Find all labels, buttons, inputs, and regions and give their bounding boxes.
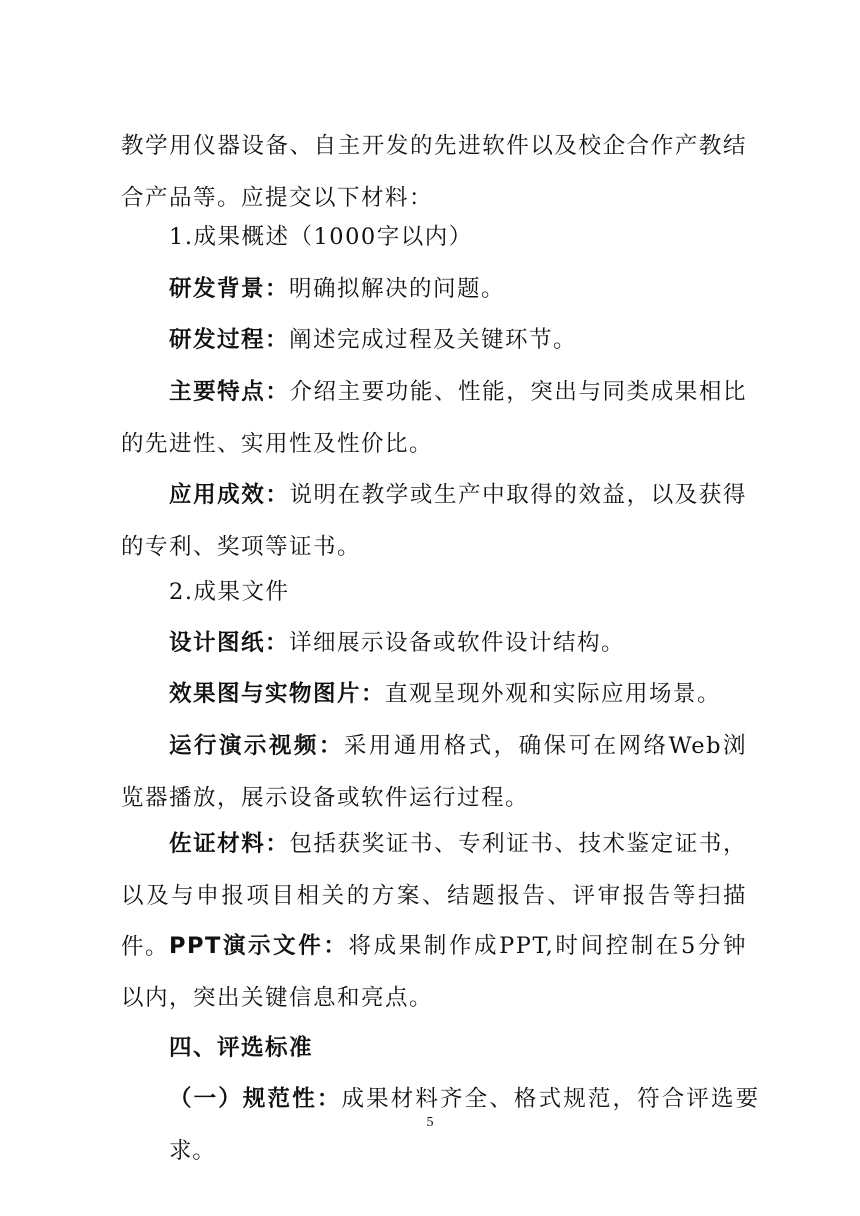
- section2-title: [121, 567, 747, 619]
- section4-heading: [121, 1023, 747, 1075]
- evidence-text: 包括获奖证书、专利证书、技术鉴定证书，以及与申报项目相关的方案、结题报告、评审报告等扫描件。: [121, 831, 747, 960]
- effect-text: 说明在教学或生产中取得的效益，以及获得的专利、奖项等证书。: [121, 482, 747, 560]
- criteria1-label: （一）规范性：: [169, 1086, 342, 1112]
- intro-paragraph: [121, 121, 747, 224]
- process-text: 阐述完成过程及关键环节。: [289, 327, 578, 353]
- page-number: 5: [426, 1115, 434, 1130]
- ppt-label: PPT演示文件：: [169, 933, 349, 959]
- render-label: 效果图与实物图片：: [169, 681, 386, 707]
- design-paragraph: [121, 618, 747, 670]
- criteria1-text: 成果材料齐全、格式规范，符合评选要求。: [169, 1086, 759, 1164]
- background-text: 明确拟解决的问题。: [289, 276, 506, 302]
- intro-text: 教学用仪器设备、自主开发的先进软件以及校企合作产教结合产品等。应提交以下材料：: [121, 133, 747, 211]
- process-paragraph: [121, 315, 747, 367]
- section4-title-text: 四、评选标准: [169, 1035, 314, 1061]
- section1-title-text: 1.成果概述（1000字以内）: [169, 224, 473, 250]
- ppt-paragraph: [121, 921, 747, 1024]
- features-text: 介绍主要功能、性能，突出与同类成果相比的先进性、实用性及性价比。: [121, 379, 747, 457]
- render-text: 直观呈现外观和实际应用场景。: [385, 681, 722, 707]
- video-paragraph: [121, 721, 747, 824]
- evidence-label: 佐证材料：: [169, 831, 290, 857]
- design-label: 设计图纸：: [169, 630, 290, 656]
- features-label: 主要特点：: [169, 379, 290, 405]
- effect-paragraph: [121, 470, 747, 573]
- background-label: 研发背景：: [169, 276, 290, 302]
- video-text: 采用通用格式，确保可在网络Web浏览器播放，展示设备或软件运行过程。: [121, 733, 747, 811]
- process-label: 研发过程：: [169, 327, 290, 353]
- background-paragraph: [121, 264, 747, 316]
- video-label: 运行演示视频：: [169, 733, 344, 759]
- section1-title: [121, 212, 747, 264]
- section2-title-text: 2.成果文件: [169, 579, 290, 605]
- features-paragraph: [121, 367, 747, 470]
- ppt-text: 将成果制作成PPT,时间控制在5分钟以内，突出关键信息和亮点。: [121, 933, 747, 1011]
- render-paragraph: [121, 669, 747, 721]
- design-text: 详细展示设备或软件设计结构。: [289, 630, 626, 656]
- effect-label: 应用成效：: [169, 482, 290, 508]
